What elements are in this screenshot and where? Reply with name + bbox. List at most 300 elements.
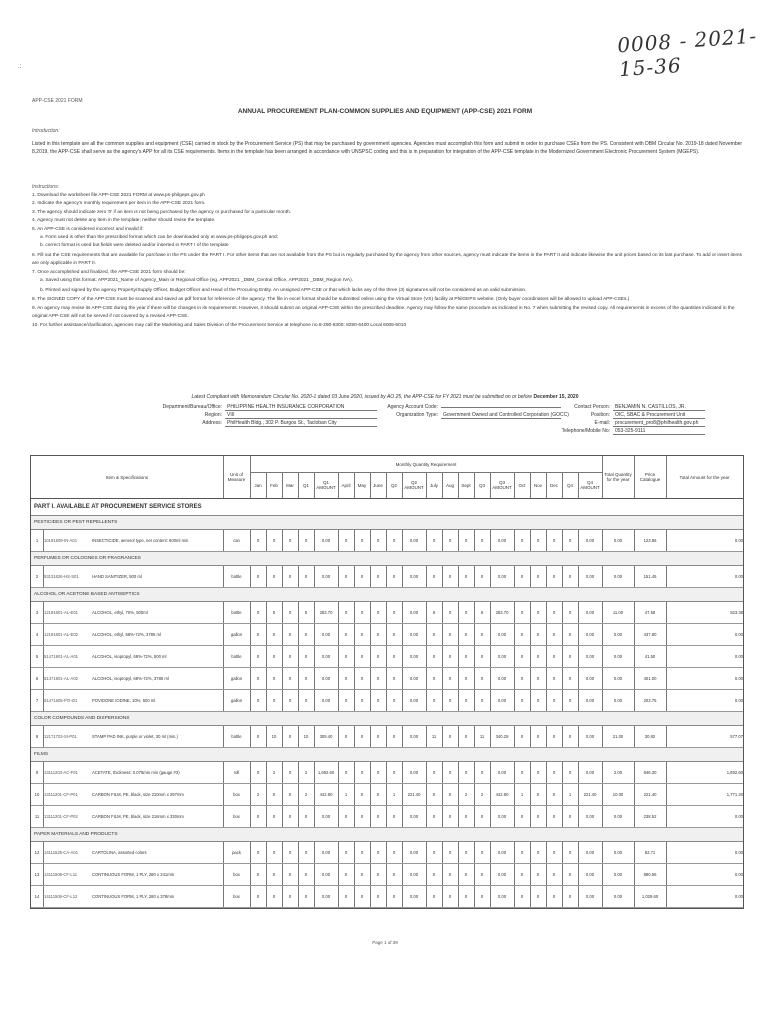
qty-cell: 0 [432,632,436,637]
cell-divider [266,624,267,645]
qty-cell: 0.00 [409,850,419,855]
cell-divider [354,646,355,667]
qty-cell: 0.00 [585,574,595,579]
header-divider [442,472,443,498]
header-divider [474,472,475,498]
qty-cell: 5 [272,610,276,615]
qty-cell: 0 [360,770,364,775]
qty-cell: 0 [448,814,452,819]
info-line [560,412,705,420]
cell-divider [514,646,515,667]
qty-cell: 0 [568,850,572,855]
qty-cell: 0.00 [497,632,507,637]
item-description: ALCOHOL, isopropyl, 68%-72%, 500 ml [92,654,167,659]
cell-divider [458,864,459,885]
qty-cell: 0 [344,770,348,775]
cell-divider [223,842,224,863]
cell-divider [562,566,563,587]
cell-divider [223,668,224,689]
item-description: CARTOLINA, assorted colors [92,850,147,855]
instruction-item: 8. The SIGNED COPY of the APP-CSE must be scanned and saved as pdf format for reference of the agency. The file in excel format should be submitted online using the Virtual Store (VS) facility at PhilGEPS website. (Only buyer coordinators will be allowed to upload APP-CSEs.) [32,296,630,302]
qty-cell: 0.00 [409,676,419,681]
cell-divider [634,726,635,747]
qty-cell: 0 [480,574,484,579]
cell-divider [666,530,667,551]
cell-divider [474,726,475,747]
qty-cell: 0 [448,850,452,855]
qty-cell: 0 [568,770,572,775]
qty-cell: 0 [568,734,572,739]
qty-cell: 0 [480,654,484,659]
qty-cell: 0 [520,538,524,543]
qty-cell: 0.00 [409,538,419,543]
qty-cell: 0 [432,676,436,681]
cell-divider [43,726,44,747]
qty-cell: 0 [464,770,468,775]
cell-divider [266,602,267,623]
cell-divider [546,806,547,827]
cell-divider [578,566,579,587]
info-label: Region: [204,412,222,418]
cell-divider [43,842,44,863]
cell-divider [266,806,267,827]
qty-cell: 0 [304,894,308,899]
qty-cell: 0 [392,894,396,899]
table-row [31,690,743,712]
qty-cell: 0.00 [585,538,595,543]
cell-divider [43,530,44,551]
qty-cell: 0 [464,734,468,739]
total-qty-cell: 0.00 [613,632,623,637]
cell-divider [442,726,443,747]
item-spec [43,530,224,551]
table-row [31,624,743,646]
qty-cell: 0 [360,872,364,877]
instruction-item: a. Saved using this format: APP2021_Name of Agency_Main or Regional Office (eg. APP2021 _DBM_Central Office, APP2021 _DBM_Region IVA). [40,278,354,284]
qty-cell: 0 [288,792,292,797]
qty-cell: 0 [272,850,276,855]
qty-cell: 0 [256,538,260,543]
cell-divider [474,842,475,863]
cell-divider [458,842,459,863]
cell-divider [370,842,371,863]
qty-cell: 0 [536,734,540,739]
cell-divider [546,566,547,587]
cell-divider [402,842,403,863]
cell-divider [43,602,44,623]
cell-divider [43,566,44,587]
cell-divider [402,886,403,907]
qty-cell: 0 [448,632,452,637]
cell-divider [578,842,579,863]
row-number: 2 [35,574,39,579]
item-spec [43,602,224,623]
qty-cell: 0 [272,574,276,579]
item-spec [43,566,224,587]
unit-of-measure: can [233,538,240,543]
cell-divider [458,602,459,623]
qty-cell: 0 [344,872,348,877]
cell-divider [442,806,443,827]
qty-cell: 0 [464,894,468,899]
qty-cell: 0 [536,610,540,615]
qty-cell: 0 [304,850,308,855]
handwritten-reference-number: 0008 - 2021-15-36 [616,23,758,82]
cell-divider [666,864,667,885]
cell-divider [386,806,387,827]
qty-cell: 0 [392,676,396,681]
qty-cell: 0.00 [497,770,507,775]
qty-cell: 0 [392,632,396,637]
cell-divider [666,784,667,805]
qty-cell: 0 [392,770,396,775]
cell-divider [282,726,283,747]
total-amount-cell: 0.00 [734,850,743,855]
cell-divider [474,886,475,907]
cell-divider [250,784,251,805]
header-divider [490,472,491,498]
cell-divider [250,726,251,747]
cell-divider [442,624,443,645]
cell-divider [43,806,44,827]
cell-divider [490,646,491,667]
cell-divider [666,806,667,827]
cell-divider [546,668,547,689]
cell-divider [266,646,267,667]
qty-cell: 0 [448,538,452,543]
qty-cell: 0.00 [585,814,595,819]
cell-divider [442,530,443,551]
qty-cell: 0 [256,654,260,659]
cell-divider [338,784,339,805]
cell-divider [458,762,459,783]
qty-cell: 0 [360,850,364,855]
item-description: HAND SANITIZER, 500 ml [92,574,142,579]
qty-cell: 0.00 [321,574,331,579]
row-number: 9 [35,770,39,775]
cell-divider [442,784,443,805]
qty-cell: 0 [304,872,308,877]
cell-divider [602,602,603,623]
qty-cell: 0 [256,894,260,899]
info-label: Department/Bureau/Office: [162,404,222,410]
item-spec [43,646,224,667]
instruction-item: 9. An agency may revise its APP-CSE during the year if there will be changes in its requirements. However, it should submit an original APP-CSE within the prescribed deadline. Agency may follow the same procedure as indicated in No. 7 when submitting the revised copy. All requirements in excess of the quantities indicated in the original APP-CSE will not be served if not covered by a revised APP-CSE. [32,305,735,319]
qty-cell: 0.00 [409,814,419,819]
cell-divider [666,566,667,587]
unit-of-measure: box [233,792,240,797]
header-divider [578,472,579,498]
cell-divider [282,566,283,587]
cell-divider [370,566,371,587]
qty-cell: 0.00 [497,850,507,855]
unit-of-measure: gallon [230,632,243,637]
row-number: 12 [34,850,40,855]
header-divider [562,472,563,498]
qty-cell: 0 [448,610,452,615]
cell-divider [458,784,459,805]
cell-divider [386,842,387,863]
qty-cell: 0 [376,734,380,739]
cell-divider [386,784,387,805]
item-code: 13111203-AC-F01 [44,770,78,775]
cell-divider [578,762,579,783]
cell-divider [223,762,224,783]
item-description: ACETATE, thickness: 0.075mm min (gauge #3) [92,770,180,775]
cell-divider [338,646,339,667]
unit-of-measure: bottle [231,574,242,579]
cell-divider [338,566,339,587]
qty-cell: 0.00 [585,654,595,659]
unit-of-measure: bottle [231,654,242,659]
qty-cell: 0.00 [585,894,595,899]
cell-divider [386,726,387,747]
qty-cell: 0 [256,676,260,681]
cell-divider [266,726,267,747]
cell-divider [490,842,491,863]
cell-divider [514,602,515,623]
total-qty-cell: 0.00 [613,654,623,659]
cell-divider [250,690,251,711]
total-amount-cell: 0.00 [734,538,743,543]
info-line [560,420,705,428]
cell-divider [602,864,603,885]
qty-cell: 0 [552,792,556,797]
margin-mark: .: [18,64,22,70]
qty-cell: 0 [432,654,436,659]
cell-divider [490,886,491,907]
page-number: Page 1 of 39 [372,940,398,945]
info-value: procurement_pro8@philhealth.gov.ph [613,420,705,427]
cell-divider [282,530,283,551]
qty-cell: 0 [392,850,396,855]
cell-divider [370,646,371,667]
qty-cell: 6 [432,610,436,615]
cell-divider [223,784,224,805]
cell-divider [562,886,563,907]
cell-divider [266,566,267,587]
cell-divider [298,784,299,805]
qty-cell: 0 [376,632,380,637]
cell-divider [426,806,427,827]
col-header-total-amount: Total Amount for the year [679,474,730,480]
cell-divider [562,690,563,711]
header-divider [402,472,403,498]
item-description: CONTINUOUS FORM, 1 PLY, 280 x 241mm [92,872,175,877]
qty-cell: 0 [304,574,308,579]
row-number: 11 [34,814,40,819]
category-header: PERFUMES OR COLOGNES OR FRAGRANCES [31,552,743,566]
item-spec [43,690,224,711]
qty-cell: 0 [344,538,348,543]
cell-divider [43,624,44,645]
cell-divider [666,624,667,645]
qty-cell: 0 [392,814,396,819]
qty-cell: 0 [464,538,468,543]
qty-cell: 0 [272,654,276,659]
cell-divider [426,690,427,711]
info-line [560,404,705,412]
cell-divider [298,646,299,667]
qty-cell: 0.00 [321,872,331,877]
price-cell: 880.55 [643,872,657,877]
cell-divider [250,864,251,885]
item-code: 53131626-HS-S01 [44,574,79,579]
col-header-month: Sept [461,482,471,488]
item-spec [43,806,224,827]
cell-divider [458,624,459,645]
unit-of-measure: box [233,814,240,819]
cell-divider [314,530,315,551]
qty-cell: 0.00 [409,574,419,579]
col-header-month: Q4 [566,482,573,488]
cell-divider [490,726,491,747]
qty-cell: 0 [536,538,540,543]
price-cell: 1,029.60 [641,894,659,899]
cell-divider [490,624,491,645]
cell-divider [474,668,475,689]
item-code: 10191509-IN-A01 [44,538,78,543]
cell-divider [458,806,459,827]
qty-cell: 0 [448,894,452,899]
cell-divider [298,690,299,711]
cell-divider [634,624,635,645]
qty-cell: 0.00 [409,894,419,899]
col-header-month: Q4 AMOUNT [580,480,600,490]
price-cell: 30.92 [644,734,656,739]
row-number: 1 [35,538,39,543]
cell-divider [386,668,387,689]
instruction-item: 10. For further assistance/clarification, agencies may call the Marketing and Sales Division of the Procurement Service at telephone no.8-290-6300; 8290-6400 Local 6006-6010 [32,322,407,328]
cell-divider [474,624,475,645]
unit-of-measure: gallon [230,676,243,681]
qty-cell: 0.00 [321,698,331,703]
cell-divider [562,646,563,667]
cell-divider [634,762,635,783]
qty-cell: 0 [552,894,556,899]
qty-cell: 0 [288,850,292,855]
cell-divider [514,842,515,863]
cell-divider [426,864,427,885]
cell-divider [514,806,515,827]
cell-divider [458,886,459,907]
header-divider [298,472,299,498]
cell-divider [426,842,427,863]
qty-cell: 0 [432,770,436,775]
cell-divider [223,602,224,623]
qty-cell: 0 [536,894,540,899]
col-header-month: Q1 [302,482,309,488]
qty-cell: 0 [464,872,468,877]
qty-cell: 0 [568,632,572,637]
item-code: 14111506-CF-L12 [44,894,78,899]
col-header-month: Jan [254,482,262,488]
cell-divider [458,530,459,551]
cell-divider [402,726,403,747]
qty-cell: 0 [480,850,484,855]
total-qty-cell: 0.00 [613,814,623,819]
qty-cell: 0.00 [409,632,419,637]
col-header-month: Dec [549,482,558,488]
qty-cell: 0 [520,770,524,775]
table-row [31,726,743,748]
instruction-item: 6. Fill out the CSE requirements that are available for purchase in the PS under the PART I. For other items that are not available from the PS but is regularly purchased by the agency from other sources, agency must indicate the items in the PART II and indicate likewise the unit prices based on its last purchase. To add or insert items are only applicable in PART II. [32,252,742,266]
cell-divider [370,864,371,885]
cell-divider [354,784,355,805]
qty-cell: 0 [304,698,308,703]
total-amount-cell: 577.07 [730,734,743,739]
item-description: ALCOHOL, isopropyl, 68%-72%, 3785 ml [92,676,169,681]
cell-divider [490,762,491,783]
instructions-list [32,192,744,330]
category-header: ALCOHOL OR ACETONE BASED ANTISEPTICS [31,588,743,602]
qty-cell: 0 [464,632,468,637]
qty-cell: 0.00 [585,610,595,615]
qty-cell: 0.00 [321,538,331,543]
total-amount-cell: 1,692.60 [726,770,743,775]
qty-cell: 0.00 [321,676,331,681]
qty-cell: 0.00 [497,654,507,659]
cell-divider [402,864,403,885]
qty-cell: 0 [464,698,468,703]
cell-divider [634,784,635,805]
info-line [560,428,705,436]
cell-divider [530,726,531,747]
qty-cell: 0 [432,894,436,899]
instruction-item: b. correct format is used but fields were deleted and/or inserted in PART I of the template [40,243,229,249]
item-code: 51471901-AL-A02 [44,676,78,681]
qty-cell: 0 [344,574,348,579]
qty-cell: 0 [288,538,292,543]
qty-cell: 0 [568,698,572,703]
cell-divider [338,690,339,711]
cell-divider [282,690,283,711]
cell-divider [386,864,387,885]
cell-divider [578,668,579,689]
cell-divider [43,690,44,711]
col-header-month: Q3 [478,482,485,488]
qty-cell: 0 [256,850,260,855]
cell-divider [634,530,635,551]
qty-cell: 0.00 [585,676,595,681]
qty-cell: 0 [256,734,260,739]
unit-of-measure: bottle [231,610,242,615]
cell-divider [354,624,355,645]
qty-cell: 0 [480,894,484,899]
qty-cell: 0 [552,654,556,659]
cell-divider [426,668,427,689]
unit-of-measure: gallon [230,698,243,703]
qty-cell: 0 [304,538,308,543]
qty-cell: 0 [272,872,276,877]
qty-cell: 0 [568,872,572,877]
instruction-item: 1. Download the worksheet file APP-CSE 2021 FORM at www.ps-philgeps.gov.ph [32,193,205,198]
cell-divider [370,624,371,645]
item-code: 14111525-CA-A01 [44,850,79,855]
table-row [31,646,743,668]
cell-divider [338,668,339,689]
cell-divider [634,864,635,885]
qty-cell: 0 [304,814,308,819]
cell-divider [370,530,371,551]
qty-cell: 0 [448,654,452,659]
header-divider [282,472,283,498]
qty-cell: 0 [256,770,260,775]
cell-divider [530,530,531,551]
cell-divider [442,842,443,863]
qty-cell: 11 [479,734,485,739]
cell-divider [546,530,547,551]
